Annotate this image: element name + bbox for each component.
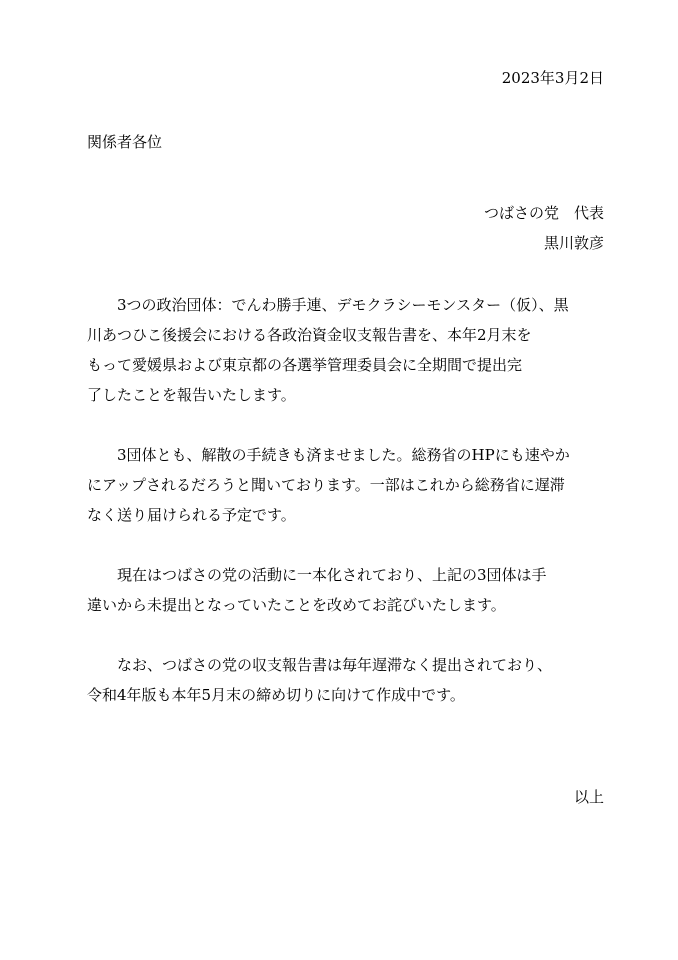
paragraph-line: 現在はつばさの党の活動に一本化されており、上記の3団体は手	[117, 566, 547, 584]
paragraph-line: 違いから未提出となっていたことを改めてお詫びいたします。	[87, 596, 506, 614]
paragraph-4	[87, 650, 607, 710]
sender-name: 黒川敦彦	[543, 234, 604, 252]
paragraph-line: 3つの政治団体：でんわ勝手連、デモクラシーモンスター（仮）、黒	[117, 296, 569, 314]
paragraph-2	[87, 440, 607, 530]
paragraph-1	[87, 290, 607, 410]
paragraph-line: なく送り届けられる予定です。	[87, 506, 296, 524]
closing-remark: 以上	[573, 788, 604, 806]
paragraph-3	[87, 560, 607, 620]
document-date: 2023年3月2日	[501, 69, 604, 87]
addressee: 関係者各位	[87, 133, 163, 151]
sender-block	[484, 198, 604, 258]
paragraph-line: 了したことを報告いたします。	[87, 386, 296, 404]
paragraph-line: 川あつひこ後援会における各政治資金収支報告書を、本年2月末を	[87, 326, 532, 344]
paragraph-line: 3団体とも、解散の手続きも済ませました。総務省のHPにも速やか	[117, 446, 570, 464]
paragraph-line: もって愛媛県および東京都の各選挙管理委員会に全期間で提出完	[87, 356, 523, 374]
paragraph-line: 令和4年版も本年5月末の締め切りに向けて作成中です。	[87, 686, 465, 704]
sender-organization: つばさの党 代表	[483, 204, 604, 222]
paragraph-line: なお、つばさの党の収支報告書は毎年遅滞なく提出されており、	[117, 656, 553, 674]
letter-body	[87, 290, 607, 740]
paragraph-line: にアップされるだろうと聞いております。一部はこれから総務省に遅滞	[87, 476, 565, 494]
